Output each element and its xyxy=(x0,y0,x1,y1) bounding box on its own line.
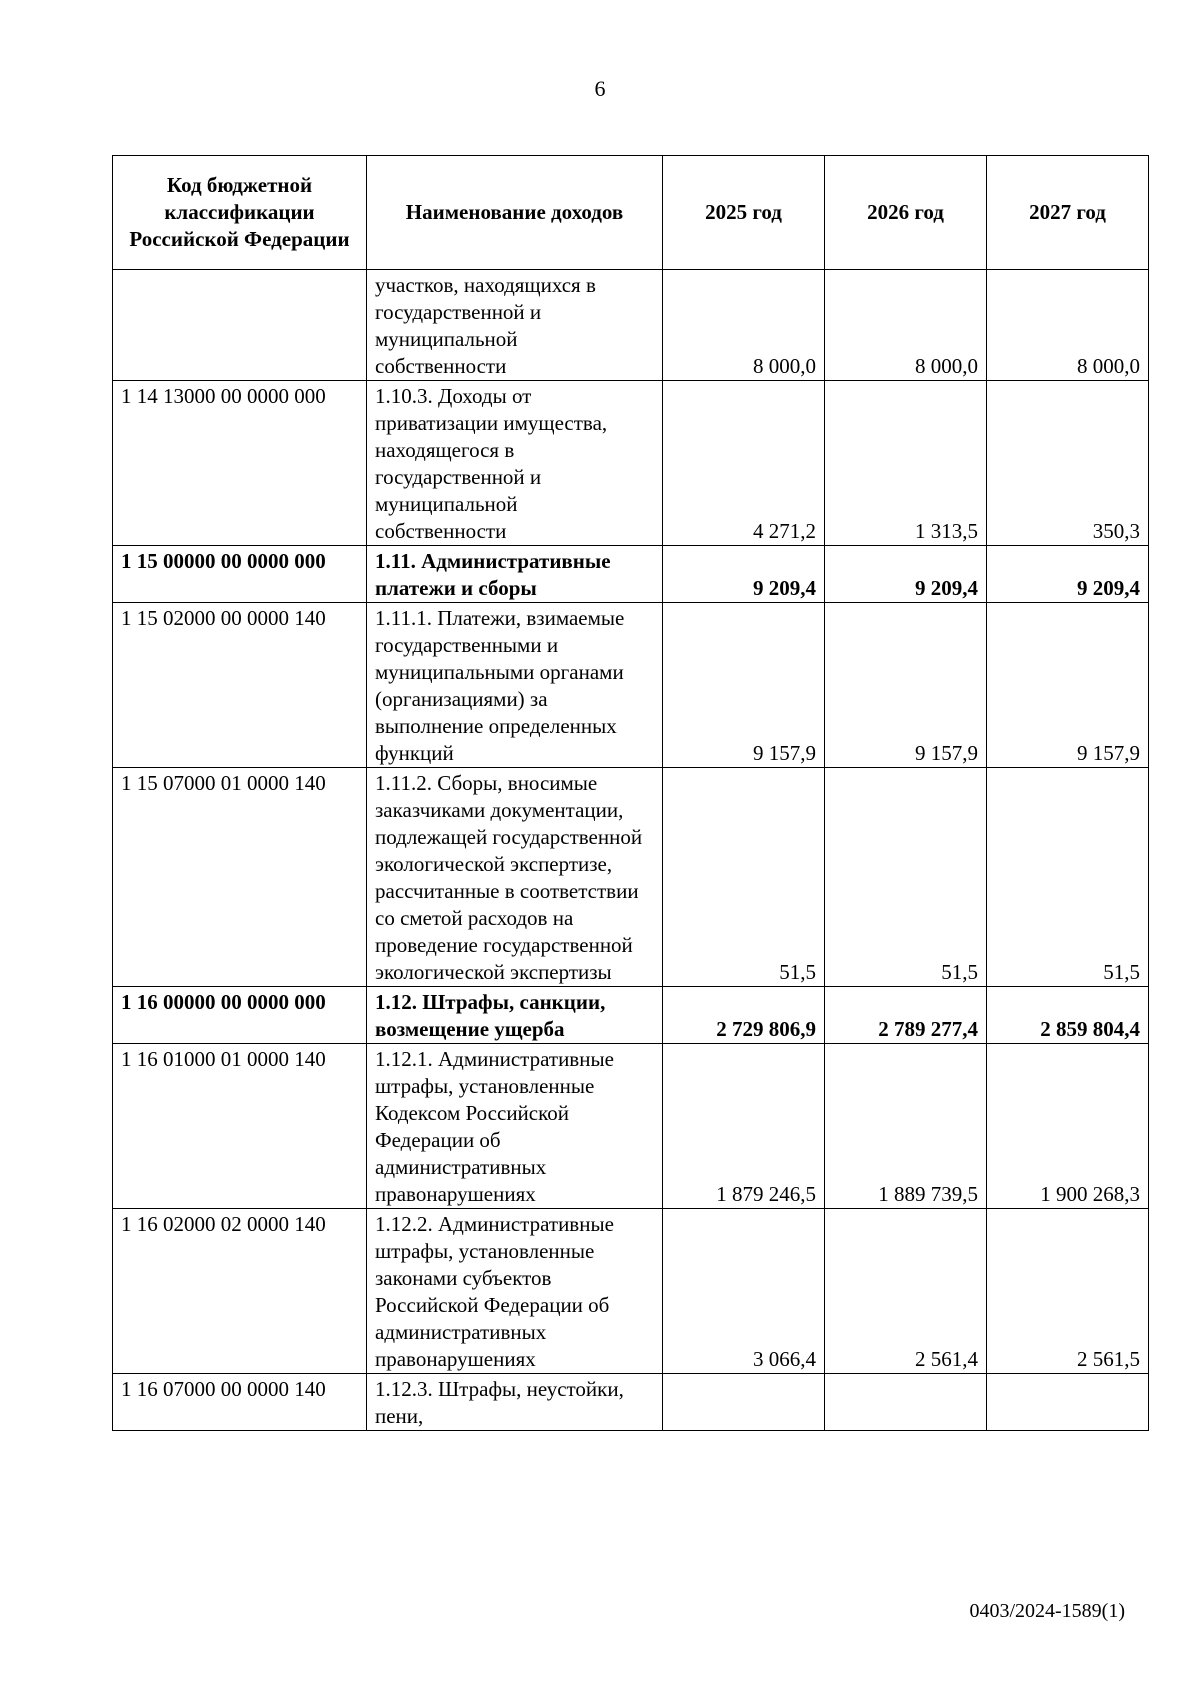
value-2025-cell xyxy=(663,1374,825,1431)
budget-code-cell: 1 16 02000 02 0000 140 xyxy=(113,1209,367,1374)
value-2027-cell: 8 000,0 xyxy=(987,270,1149,381)
value-2026-cell: 1 889 739,5 xyxy=(825,1044,987,1209)
value-2027-cell: 9 157,9 xyxy=(987,603,1149,768)
table-row xyxy=(113,987,1149,1044)
value-2027-cell: 2 561,5 xyxy=(987,1209,1149,1374)
budget-code-cell: 1 15 00000 00 0000 000 xyxy=(113,546,367,603)
table-row xyxy=(113,1209,1149,1374)
budget-code-cell: 1 15 02000 00 0000 140 xyxy=(113,603,367,768)
revenue-table xyxy=(112,155,1149,1431)
budget-code-cell: 1 14 13000 00 0000 000 xyxy=(113,381,367,546)
revenue-name-cell: участков, находящихся в государственной и муниципальной собственности xyxy=(367,270,663,381)
value-2027-cell: 2 859 804,4 xyxy=(987,987,1149,1044)
table-row xyxy=(113,603,1149,768)
value-2025-cell: 4 271,2 xyxy=(663,381,825,546)
value-2026-cell: 2 561,4 xyxy=(825,1209,987,1374)
table-row xyxy=(113,381,1149,546)
revenue-name-cell: 1.11. Административные платежи и сборы xyxy=(367,546,663,603)
value-2026-cell: 9 157,9 xyxy=(825,603,987,768)
revenue-name-cell: 1.11.1. Платежи, взимаемые государственными и муниципальными органами (организациями) за выполнение определенных функций xyxy=(367,603,663,768)
revenue-name-cell: 1.12.3. Штрафы, неустойки, пени, xyxy=(367,1374,663,1431)
value-2026-cell: 8 000,0 xyxy=(825,270,987,381)
value-2027-cell: 51,5 xyxy=(987,768,1149,987)
budget-code-cell: 1 16 00000 00 0000 000 xyxy=(113,987,367,1044)
value-2025-cell: 2 729 806,9 xyxy=(663,987,825,1044)
value-2026-cell xyxy=(825,1374,987,1431)
page-number: 6 xyxy=(594,76,606,101)
value-2026-cell: 51,5 xyxy=(825,768,987,987)
table-header-row xyxy=(113,156,1149,270)
table-body xyxy=(113,270,1149,1431)
revenue-name-cell: 1.12. Штрафы, санкции, возмещение ущерба xyxy=(367,987,663,1044)
value-2027-cell: 350,3 xyxy=(987,381,1149,546)
header-code: Код бюджетной классификации Российской Федерации xyxy=(113,156,367,270)
header-2025: 2025 год xyxy=(663,156,825,270)
revenue-name-cell: 1.12.2. Административные штрафы, установленные законами субъектов Российской Федерации об административных правонарушениях xyxy=(367,1209,663,1374)
value-2027-cell xyxy=(987,1374,1149,1431)
value-2025-cell: 9 209,4 xyxy=(663,546,825,603)
table-row xyxy=(113,546,1149,603)
table-row xyxy=(113,1374,1149,1431)
value-2025-cell: 51,5 xyxy=(663,768,825,987)
document-id: 0403/2024-1589(1) xyxy=(969,1600,1125,1622)
table-row xyxy=(113,1044,1149,1209)
value-2026-cell: 2 789 277,4 xyxy=(825,987,987,1044)
budget-code-cell: 1 16 07000 00 0000 140 xyxy=(113,1374,367,1431)
value-2026-cell: 1 313,5 xyxy=(825,381,987,546)
value-2026-cell: 9 209,4 xyxy=(825,546,987,603)
budget-code-cell: 1 16 01000 01 0000 140 xyxy=(113,1044,367,1209)
header-2027: 2027 год xyxy=(987,156,1149,270)
revenue-name-cell: 1.10.3. Доходы от приватизации имущества, находящегося в государственной и муниципальной собственности xyxy=(367,381,663,546)
budget-code-cell xyxy=(113,270,367,381)
value-2027-cell: 1 900 268,3 xyxy=(987,1044,1149,1209)
value-2025-cell: 9 157,9 xyxy=(663,603,825,768)
value-2025-cell: 1 879 246,5 xyxy=(663,1044,825,1209)
value-2027-cell: 9 209,4 xyxy=(987,546,1149,603)
value-2025-cell: 3 066,4 xyxy=(663,1209,825,1374)
revenue-name-cell: 1.11.2. Сборы, вносимые заказчиками документации, подлежащей государственной экологической экспертизе, рассчитанные в соответствии со сметой расходов на проведение государственной экологической экспертизы xyxy=(367,768,663,987)
budget-code-cell: 1 15 07000 01 0000 140 xyxy=(113,768,367,987)
table-row xyxy=(113,270,1149,381)
revenue-name-cell: 1.12.1. Административные штрафы, установленные Кодексом Российской Федерации об административных правонарушениях xyxy=(367,1044,663,1209)
table-row xyxy=(113,768,1149,987)
header-2026: 2026 год xyxy=(825,156,987,270)
header-name: Наименование доходов xyxy=(367,156,663,270)
value-2025-cell: 8 000,0 xyxy=(663,270,825,381)
